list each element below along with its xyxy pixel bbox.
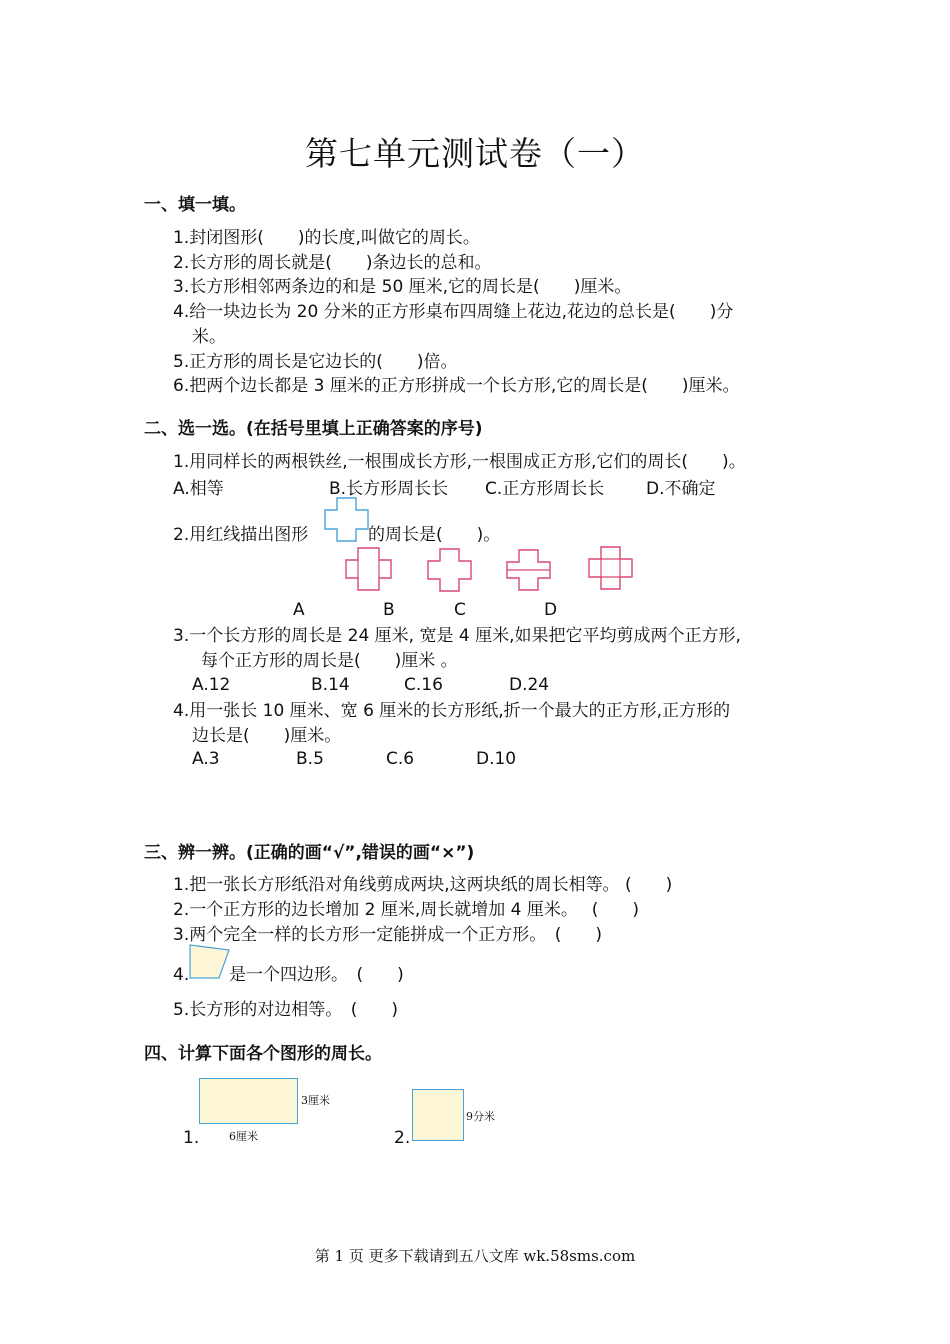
section-1-heading: 一、填一填。	[144, 195, 246, 215]
fill-item-1: 1.封闭图形( )的长度,叫做它的周长。	[173, 228, 480, 248]
q4-option-a: A.3	[192, 749, 220, 769]
q4-option-c: C.6	[386, 749, 415, 769]
q1-option-b: B.长方形周长长	[329, 479, 449, 499]
q4-option-d: D.10	[476, 749, 517, 769]
q2-option-d: D	[544, 600, 558, 620]
page-title: 第七单元测试卷（一）	[305, 134, 645, 173]
option-figure-a	[345, 547, 393, 591]
figure-1-number: 1.	[183, 1128, 200, 1148]
option-figure-d	[588, 546, 634, 590]
choice-q4-line1: 4.用一张长 10 厘米、宽 6 厘米的长方形纸,折一个最大的正方形,正方形的	[173, 701, 731, 721]
fill-item-5: 5.正方形的周长是它边长的( )倍。	[173, 352, 458, 372]
judge-item-5: 5.长方形的对边相等。 ( )	[173, 1000, 398, 1020]
choice-q1: 1.用同样长的两根铁丝,一根围成长方形,一根围成正方形,它们的周长( )。	[173, 452, 746, 472]
fill-item-6: 6.把两个边长都是 3 厘米的正方形拼成一个长方形,它的周长是( )厘米。	[173, 376, 740, 396]
judge-item-1: 1.把一张长方形纸沿对角线剪成两块,这两块纸的周长相等。 ( )	[173, 875, 673, 895]
fill-item-3: 3.长方形相邻两条边的和是 50 厘米,它的周长是( )厘米。	[173, 277, 632, 297]
choice-q3-line1: 3.一个长方形的周长是 24 厘米, 宽是 4 厘米,如果把它平均剪成两个正方形,	[173, 626, 741, 646]
q1-option-d: D.不确定	[646, 479, 716, 499]
rectangle-figure	[199, 1078, 298, 1124]
rectangle-side-label: 3厘米	[301, 1094, 330, 1107]
choice-q2-before: 2.用红线描出图形	[173, 525, 309, 545]
choice-q3-line2: 每个正方形的周长是( )厘米 。	[201, 651, 458, 671]
figure-2-number: 2.	[394, 1128, 411, 1148]
rectangle-bottom-label: 6厘米	[229, 1130, 258, 1143]
q2-option-c: C	[454, 600, 466, 620]
q2-option-a: A	[293, 600, 305, 620]
q3-option-b: B.14	[311, 675, 350, 695]
q3-option-c: C.16	[404, 675, 443, 695]
section-2-heading: 二、选一选。(在括号里填上正确答案的序号)	[144, 419, 483, 439]
fill-item-2: 2.长方形的周长就是( )条边长的总和。	[173, 253, 492, 273]
option-figure-c	[506, 549, 552, 591]
judge-item-4-text: 是一个四边形。 ( )	[229, 965, 404, 985]
q1-option-c: C.正方形周长长	[485, 479, 605, 499]
square-side-label: 9分米	[466, 1110, 495, 1123]
choice-q2-after: 的周长是( )。	[368, 525, 501, 545]
q3-option-a: A.12	[192, 675, 231, 695]
page-footer: 第 1 页 更多下载请到五八文库 wk.58sms.com	[314, 1247, 636, 1265]
q4-option-b: B.5	[296, 749, 324, 769]
choice-q4-line2: 边长是( )厘米。	[192, 726, 342, 746]
fill-item-4: 4.给一块边长为 20 分米的正方形桌布四周缝上花边,花边的总长是( )分	[173, 302, 734, 322]
trapezoid-figure	[189, 944, 231, 980]
judge-item-4-num: 4.	[173, 965, 190, 985]
q3-option-d: D.24	[509, 675, 550, 695]
section-4-heading: 四、计算下面各个图形的周长。	[144, 1044, 382, 1064]
q2-option-b: B	[383, 600, 395, 620]
option-figure-b	[427, 548, 473, 592]
judge-item-3: 3.两个完全一样的长方形一定能拼成一个正方形。 ( )	[173, 925, 602, 945]
cross-shape-figure	[324, 497, 370, 543]
q1-option-a: A.相等	[173, 479, 224, 499]
fill-item-4-cont: 米。	[192, 327, 226, 347]
judge-item-2: 2.一个正方形的边长增加 2 厘米,周长就增加 4 厘米。 ( )	[173, 900, 640, 920]
square-figure	[412, 1089, 464, 1141]
section-3-heading: 三、辨一辨。(正确的画“√”,错误的画“×”)	[144, 843, 475, 863]
